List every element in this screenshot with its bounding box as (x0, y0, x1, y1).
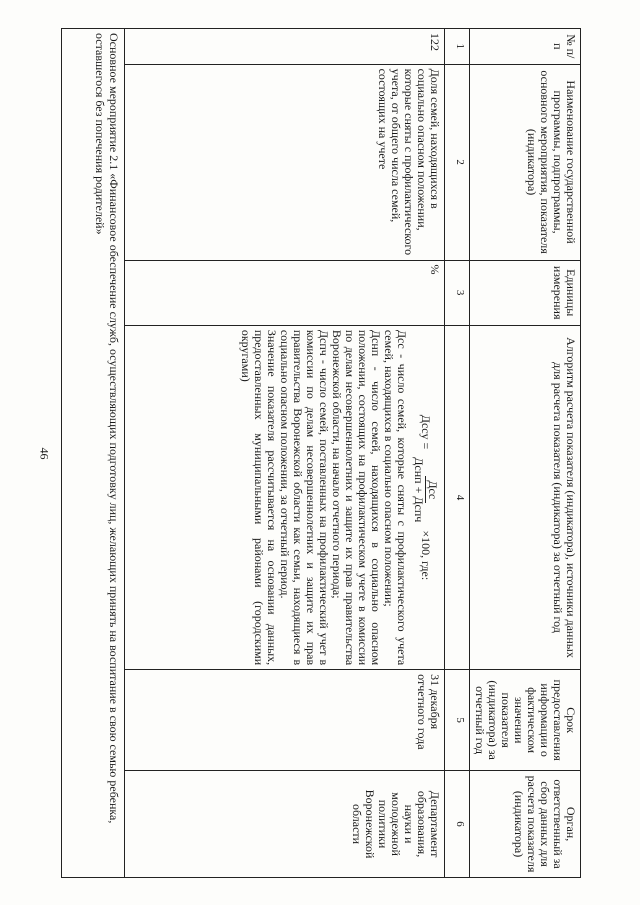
col-number-1: 1 (445, 29, 470, 65)
row-num: 122 (125, 29, 445, 65)
formula (412, 330, 439, 665)
col-number-4: 4 (445, 325, 470, 669)
col-number-3: 3 (445, 260, 470, 325)
row-algorithm (125, 325, 445, 669)
header-organ: Орган, ответственный за сбор данных для расчета показателя (индикатора) (470, 771, 581, 878)
header-unit: Единицы измерения (470, 260, 581, 325)
definition-dspch: Дспч - число семей, поставленных на профилактический учет в комиссии по делам несовершеннолетних и защите их прав правительства Воронежской области как семьи, находящиеся в социально опасном положении, за отчетный период. (278, 329, 331, 666)
definition-dsnp: Дснп - число семей, находящихся в социально опасном положении, состоящих на профилактическом учете в комиссии по делам несовершеннолетних и защите их прав правительства Воронежской области, на начало отчетного периода; (330, 329, 383, 666)
col-number-6: 6 (445, 771, 470, 878)
definition-source: Значение показателя рассчитывается на основании данных, предоставленных муниципальными районами (городскими округами) (239, 329, 279, 666)
formula-lhs: Дcсу = (419, 414, 433, 450)
row-unit: % (125, 260, 445, 325)
indicator-table (61, 28, 581, 878)
formula-fraction (412, 453, 439, 526)
header-name: Наименование государственной программы, подпрограммы, основного мероприятия, показателя (индикатора) (470, 64, 581, 260)
table-row (125, 29, 445, 878)
page-number: 46 (37, 447, 52, 460)
formula-numerator: Дсс (425, 476, 439, 503)
col-number-2: 2 (445, 64, 470, 260)
col-number-5: 5 (445, 670, 470, 771)
formula-denominator: Дснп + Дспч (412, 457, 426, 523)
row-name: Доля семей, находящихся в социально опасном положении, которые сняты с профилактического учета, от общего числа семей, состоящих на учете (125, 64, 445, 260)
header-deadline: Срок предоставления информации о фактическом значении показателя (индикатора) за отчетный год (470, 670, 581, 771)
header-num: № п/п (470, 29, 581, 65)
footer-row (62, 29, 125, 878)
formula-rhs: ×100, где: (419, 530, 433, 581)
definition-dss: Дсс - число семей, которые сняты с профилактического учета семей, находящихся в социально опасном положении; (382, 329, 409, 666)
landscape-page (61, 28, 581, 878)
header-algorithm: Алгоритм расчета показателя (индикатора), источники данных для расчета показателя (индикатора) за отчетный год (470, 325, 581, 669)
header-row (470, 29, 581, 878)
rotated-sheet (61, 28, 581, 878)
footer-note: Основное мероприятие 2.1 «Финансовое обеспечение служб, осуществляющих подготовку лиц, желающих принять на воспитание в свою семью ребенка, оставшегося без попечения родителей» (62, 29, 125, 878)
column-number-row (445, 29, 470, 878)
row-deadline: 31 декабря отчетного года (125, 670, 445, 771)
row-organ: Департамент образования, науки и молодежной политики Воронежской области (125, 771, 445, 878)
